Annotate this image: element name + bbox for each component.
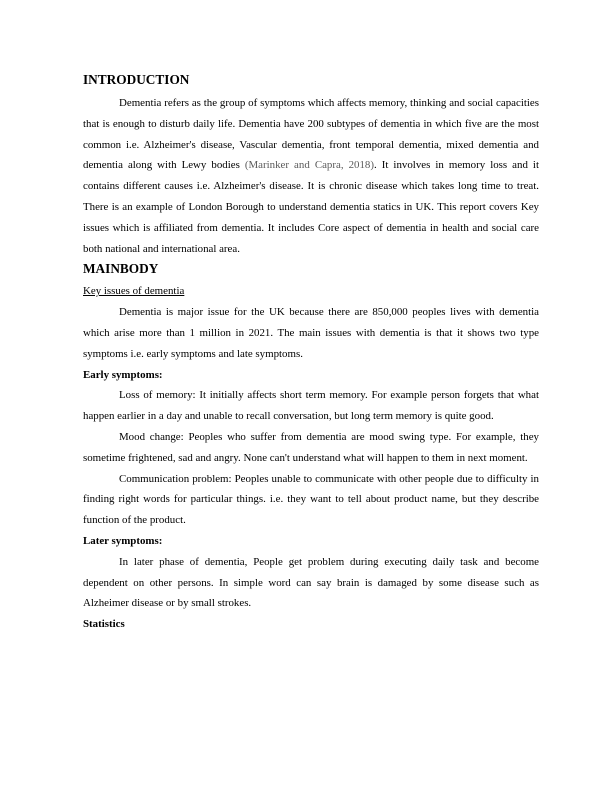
document-body — [83, 71, 539, 635]
introduction-citation: (Marinker and Capra, 2018) — [244, 159, 374, 172]
loss-of-memory-paragraph: Loss of memory: It initially affects short term memory. For example person forgets that what happen earlier in a day and unable to recall conversation, but long term memory is quite good. — [83, 389, 539, 423]
introduction-paragraph — [83, 93, 539, 259]
statistics-heading: Statistics — [83, 618, 125, 631]
later-symptoms-heading: Later symptoms: — [83, 534, 163, 547]
later-symptoms-paragraph: In later phase of dementia, People get problem during executing daily task and become dependent on other persons. In simple word can say brain is damaged by some disease such as Alzheimer disease or by small strokes. — [83, 555, 539, 610]
introduction-text-2: . It involves in memory loss and it contains different causes i.e. Alzheimer's disease. It is chronic disease which takes long time to treat. There is an example of London Borough to understand dementia statics in UK. This report covers Key issues which is affiliated from dementia. It includes Core aspect of dementia in health and social care both national and international area. — [83, 159, 539, 255]
introduction-text-1: Dementia refers as the group of symptoms which affects memory, thinking and social capacities that is enough to disturb daily life. Dementia have 200 subtypes of dementia in which five are the most common i.e. Alzheimer's disease, Vascular dementia, front temporal dementia, mixed dementia and dementia along with Lewy bodies — [83, 97, 539, 172]
key-issues-subheading: Key issues of dementia — [83, 285, 185, 298]
early-symptoms-heading: Early symptoms: — [83, 368, 163, 381]
introduction-heading: INTRODUCTION — [83, 72, 190, 87]
mood-change-paragraph: Mood change: Peoples who suffer from dementia are mood swing type. For example, they sometime frightened, sad and angry. None can't understand what will happen to them in next moment. — [83, 430, 539, 464]
mainbody-heading: MAINBODY — [83, 261, 159, 277]
communication-problem-paragraph: Communication problem: Peoples unable to communicate with other people due to difficulty in finding right words for particular things. i.e. they want to tell about product name, but they describe function of the product. — [83, 472, 539, 527]
key-issues-paragraph: Dementia is major issue for the UK because there are 850,000 peoples lives with dementia which arise more than 1 million in 2021. The main issues with dementia is that it shows two type symptoms i.e. early symptoms and late symptoms. — [83, 306, 539, 360]
